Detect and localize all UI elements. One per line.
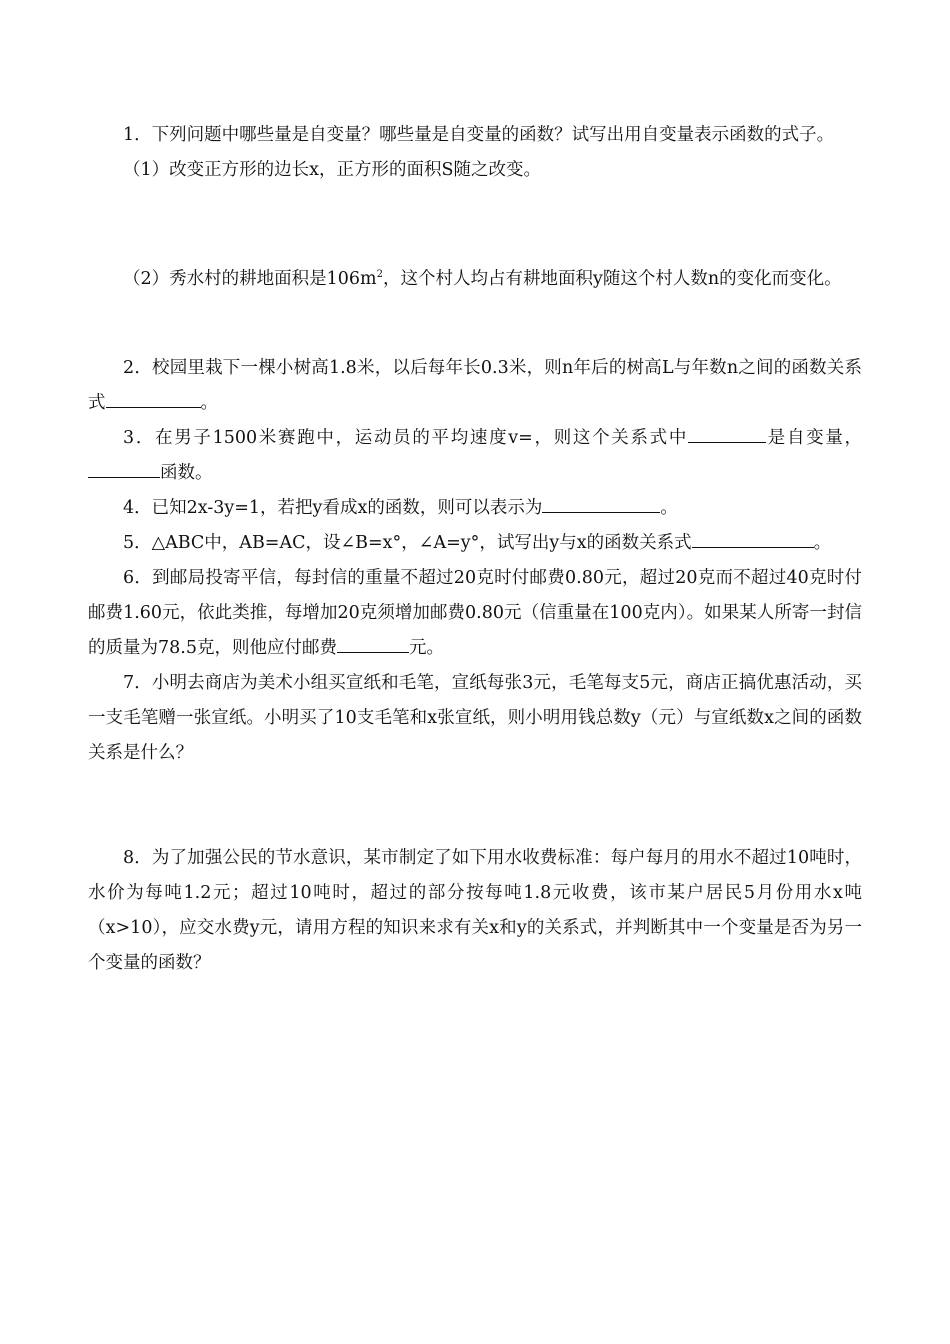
question-3: 3．在男子1500米赛跑中，运动员的平均速度v=，则这个关系式中 是自变量，函数。	[88, 421, 862, 491]
question-8: 8．为了加强公民的节水意识，某市制定了如下用水收费标准：每户每月的用水不超过10吨时，水价为每吨1.2元；超过10吨时，超过的部分按每吨1.8元收费，该市某户居民5月份用水x吨（x>10），应交水费y元，请用方程的知识来求有关x和y的关系式，并判断其中一个变量是否为另一个变量的函数？	[88, 848, 862, 973]
answer-space	[88, 188, 862, 262]
question-6: 6．到邮局投寄平信，每封信的重量不超过20克时付邮费0.80元，超过20克而不超过40克时付邮费1.60元，依此类推，每增加20克须增加邮费0.80元（信重量在100克内）。如果某人所寄一封信的质量为78.5克，则他应付邮费 元。	[88, 568, 862, 658]
question-2: 2．校园里栽下一棵小树高1.8米，以后每年长0.3米，则n年后的树高L与年数n之间的函数关系式 。	[88, 358, 862, 413]
answer-blank[interactable]	[542, 512, 660, 513]
question-1: 1．下列问题中哪些量是自变量？哪些量是自变量的函数？试写出用自变量表示函数的式子。	[123, 125, 835, 145]
question-1-part-1: （1）改变正方形的边长x，正方形的面积S随之改变。	[123, 160, 541, 180]
answer-blank[interactable]	[692, 547, 814, 548]
question-7: 7．小明去商店为美术小组买宣纸和毛笔，宣纸每张3元，毛笔每支5元，商店正搞优惠活动，买一支毛笔赠一张宣纸。小明买了10支毛笔和x张宣纸，则小明用钱总数y（元）与宣纸数x之间的函数关系是什么？	[88, 673, 862, 763]
answer-blank[interactable]	[106, 407, 201, 408]
answer-blank[interactable]	[688, 442, 766, 443]
question-4: 4．已知2x-3y=1，若把y看成x的函数，则可以表示为 。	[123, 498, 678, 518]
answer-space	[88, 771, 862, 841]
answer-blank[interactable]	[88, 477, 160, 478]
answer-blank[interactable]	[337, 652, 409, 653]
answer-space	[88, 297, 862, 351]
question-1-part-2: （2）秀水村的耕地面积是$106m^2$，这个村人均占有耕地面积y随这个村人数n的变化而变化。	[123, 269, 842, 289]
question-5: 5．△ABC中，AB=AC，设∠B=x°，∠A=y°，试写出y与x的函数关系式 。	[123, 533, 832, 553]
